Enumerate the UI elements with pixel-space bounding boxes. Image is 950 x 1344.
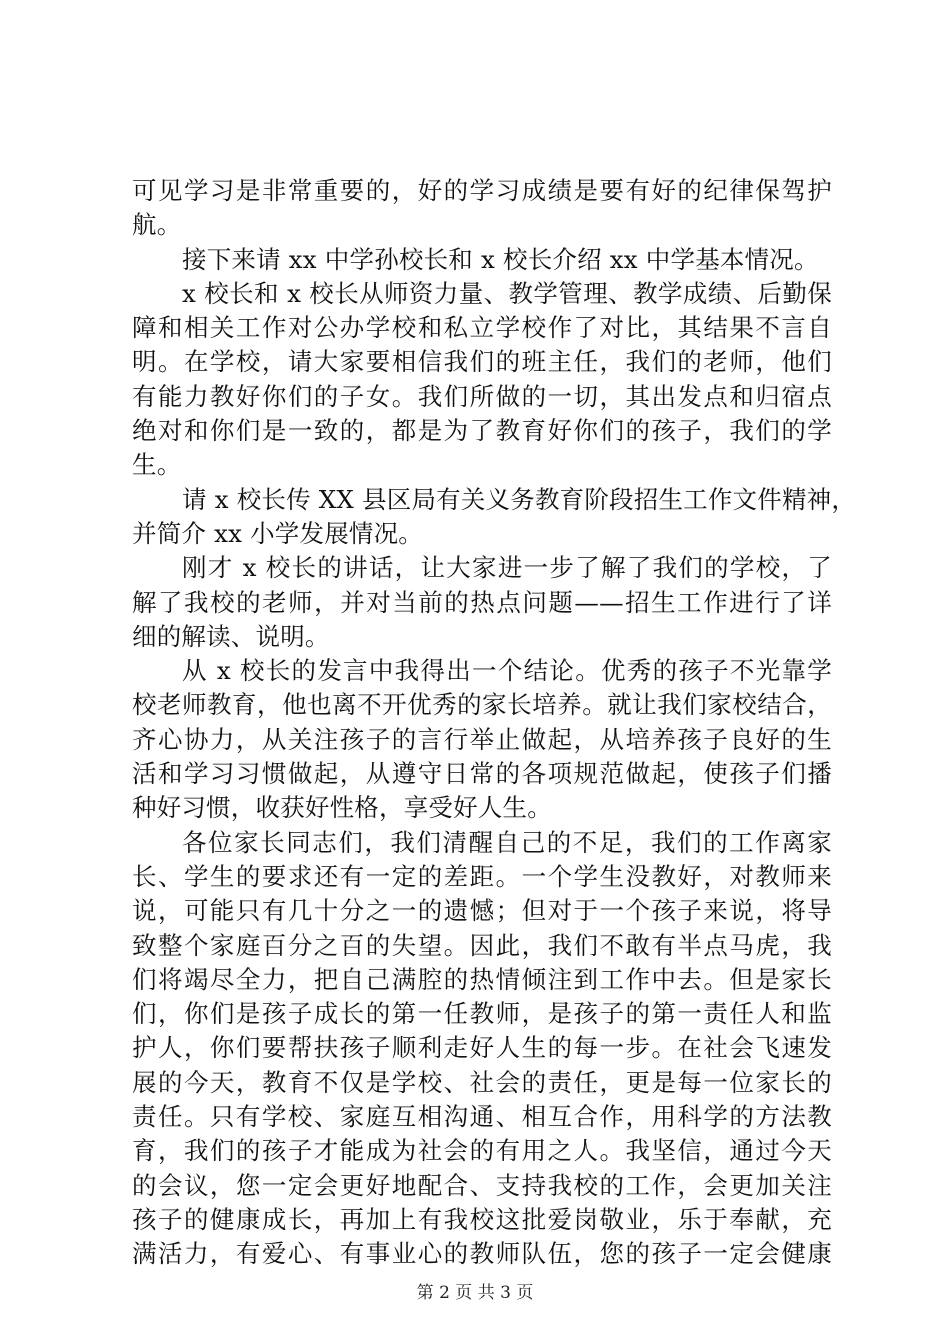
text-line: 校老师教育，他也离不开优秀的家长培养。就让我们家校结合，: [132, 690, 832, 720]
text-line: 有能力教好你们的子女。我们所做的一切，其出发点和归宿点: [132, 381, 832, 411]
text-line: 展的今天，教育不仅是学校、社会的责任，更是每一位家长的: [132, 1067, 832, 1097]
text-line: x 校长和 x 校长从师资力量、教学管理、教学成绩、后勤保: [182, 278, 832, 308]
text-line: 们将竭尽全力，把自己满腔的热情倾注到工作中去。但是家长: [132, 964, 832, 994]
page-footer: 第 2 页 共 3 页: [416, 1283, 534, 1303]
paragraph: [132, 243, 832, 277]
paragraph: [132, 826, 832, 1272]
paragraph: [132, 654, 832, 825]
text-line: 航。: [132, 210, 182, 240]
text-line: 细的解读、说明。: [132, 621, 330, 651]
text-line: 绝对和你们是一致的，都是为了教育好你们的孩子，我们的学: [132, 416, 832, 446]
text-line: 孩子的健康成长，再加上有我校这批爱岗敬业，乐于奉献，充: [132, 1204, 832, 1234]
paragraph: [132, 483, 857, 552]
text-line: 并简介 xx 小学发展情况。: [132, 518, 424, 548]
text-line: 可见学习是非常重要的，好的学习成绩是要有好的纪律保驾护: [132, 176, 832, 205]
text-line: 长、学生的要求还有一定的差距。一个学生没教好，对教师来: [132, 861, 832, 891]
text-line: 各位家长同志们，我们清醒自己的不足，我们的工作离家: [182, 827, 832, 857]
text-line: 说，可能只有几十分之一的遗憾；但对于一个孩子来说，将导: [132, 896, 832, 926]
text-line: 满活力，有爱心、有事业心的教师队伍，您的孩子一定会健康: [132, 1239, 832, 1269]
text-line: 从 x 校长的发言中我得出一个结论。优秀的孩子不光靠学: [182, 656, 832, 686]
text-line: 的会议，您一定会更好地配合、支持我校的工作，会更加关注: [132, 1170, 832, 1200]
document-body: [132, 174, 857, 1272]
text-line: 齐心协力，从关注孩子的言行举止做起，从培养孩子良好的生: [132, 724, 832, 754]
text-line: 刚才 x 校长的讲话，让大家进一步了解了我们的学校，了: [182, 553, 832, 583]
text-line: 育，我们的孩子才能成为社会的有用之人。我坚信，通过今天: [132, 1136, 832, 1166]
text-line: 生。: [132, 450, 182, 480]
paragraph: [132, 174, 832, 243]
text-line: 明。在学校，请大家要相信我们的班主任，我们的老师，他们: [132, 347, 832, 377]
text-line: 们，你们是孩子成长的第一任教师，是孩子的第一责任人和监: [132, 999, 832, 1029]
text-line: 障和相关工作对公办学校和私立学校作了对比，其结果不言自: [132, 313, 832, 343]
text-line: 种好习惯，收获好性格，享受好人生。: [132, 793, 552, 823]
text-line: 致整个家庭百分之百的失望。因此，我们不敢有半点马虎，我: [132, 930, 832, 960]
paragraph: [132, 551, 832, 654]
text-line: 护人，你们要帮扶孩子顺利走好人生的每一步。在社会飞速发: [132, 1033, 832, 1063]
paragraph: [132, 277, 832, 483]
text-line: 活和学习习惯做起，从遵守日常的各项规范做起，使孩子们播: [132, 759, 832, 789]
text-line: 接下来请 xx 中学孙校长和 x 校长介绍 xx 中学基本情况。: [182, 244, 819, 274]
text-line: 请 x 校长传 XX 县区局有关义务教育阶段招生工作文件精神，: [182, 484, 857, 514]
text-line: 责任。只有学校、家庭互相沟通、相互合作，用科学的方法教: [132, 1102, 832, 1132]
text-line: 解了我校的老师，并对当前的热点问题——招生工作进行了详: [132, 587, 832, 617]
